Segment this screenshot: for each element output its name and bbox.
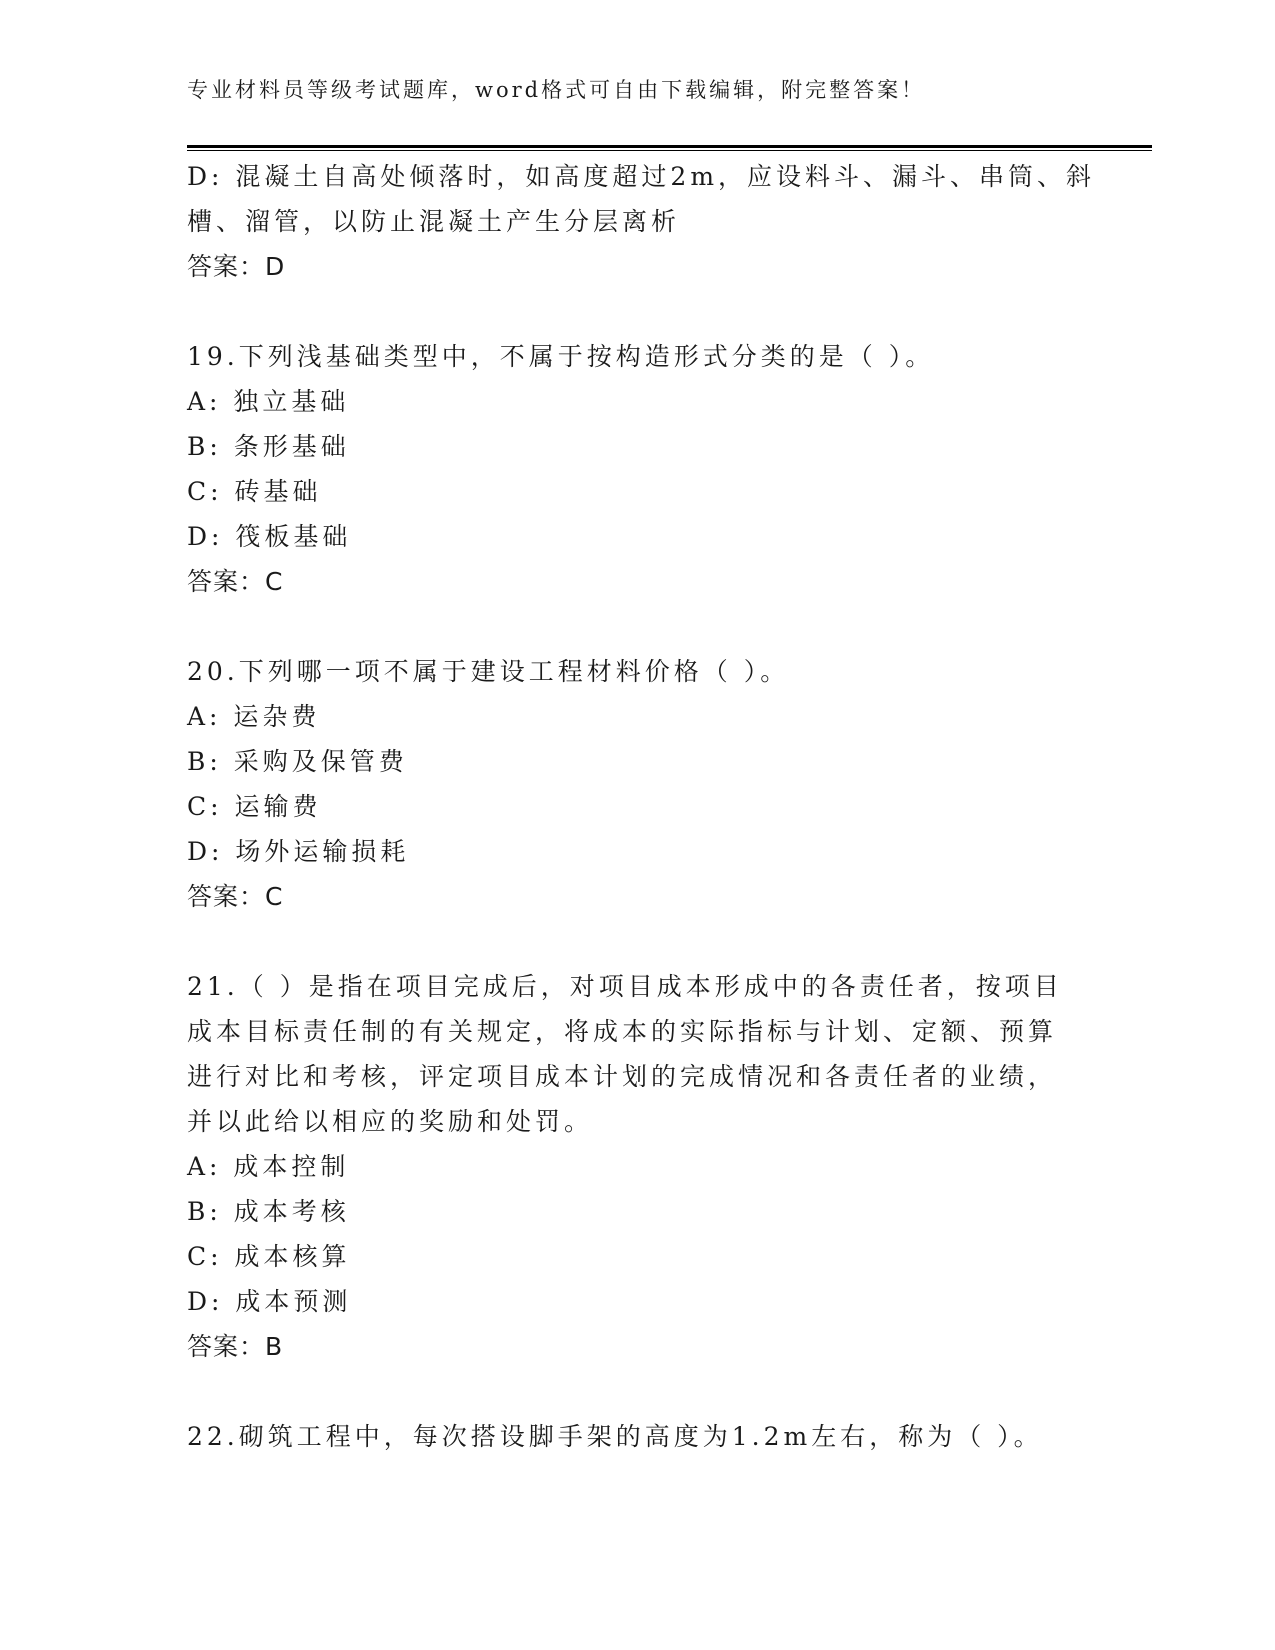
- question-19-option-a: A: 独立基础: [187, 387, 350, 416]
- question-19-option-b: B: 条形基础: [187, 432, 350, 461]
- question-20-stem: 20.下列哪一项不属于建设工程材料价格（ ）。: [187, 657, 790, 686]
- question-20-option-c: C: 运输费: [187, 792, 322, 821]
- question-21-answer: 答案：B: [187, 1332, 284, 1361]
- question-19-stem: 19.下列浅基础类型中，不属于按构造形式分类的是（ ）。: [187, 342, 935, 371]
- prev-option-d-line2: 槽、溜管，以防止混凝土产生分层离析: [187, 207, 681, 236]
- question-20-option-b: B: 采购及保管费: [187, 747, 408, 776]
- question-19-option-d: D: 筏板基础: [187, 522, 352, 551]
- question-22-stem: 22.砌筑工程中，每次搭设脚手架的高度为1.2m左右，称为（ ）。: [187, 1422, 1043, 1451]
- header-divider-thin: [187, 150, 1152, 151]
- question-19-option-c: C: 砖基础: [187, 477, 322, 506]
- page-header: 专业材料员等级考试题库，word格式可自由下载编辑，附完整答案！: [187, 78, 926, 102]
- question-21-stem-line3: 进行对比和考核，评定项目成本计划的完成情况和各责任者的业绩，: [187, 1062, 1058, 1091]
- question-21-stem-line1: 21.（ ）是指在项目完成后，对项目成本形成中的各责任者，按项目: [187, 972, 1063, 1001]
- question-21-option-d: D: 成本预测: [187, 1287, 352, 1316]
- question-20-option-d: D: 场外运输损耗: [187, 837, 410, 866]
- prev-answer: 答案：D: [187, 252, 286, 281]
- prev-option-d-line1: D: 混凝土自高处倾落时，如高度超过2m，应设料斗、漏斗、串筒、斜: [187, 162, 1096, 191]
- header-divider-thick: [187, 145, 1152, 148]
- question-21-stem-line4: 并以此给以相应的奖励和处罚。: [187, 1107, 594, 1136]
- question-20-option-a: A: 运杂费: [187, 702, 321, 731]
- question-21-option-c: C: 成本核算: [187, 1242, 351, 1271]
- question-20-answer: 答案：C: [187, 882, 284, 911]
- question-19-answer: 答案：C: [187, 567, 284, 596]
- question-21-option-b: B: 成本考核: [187, 1197, 350, 1226]
- question-21-stem-line2: 成本目标责任制的有关规定，将成本的实际指标与计划、定额、预算: [187, 1017, 1058, 1046]
- question-21-option-a: A: 成本控制: [187, 1152, 350, 1181]
